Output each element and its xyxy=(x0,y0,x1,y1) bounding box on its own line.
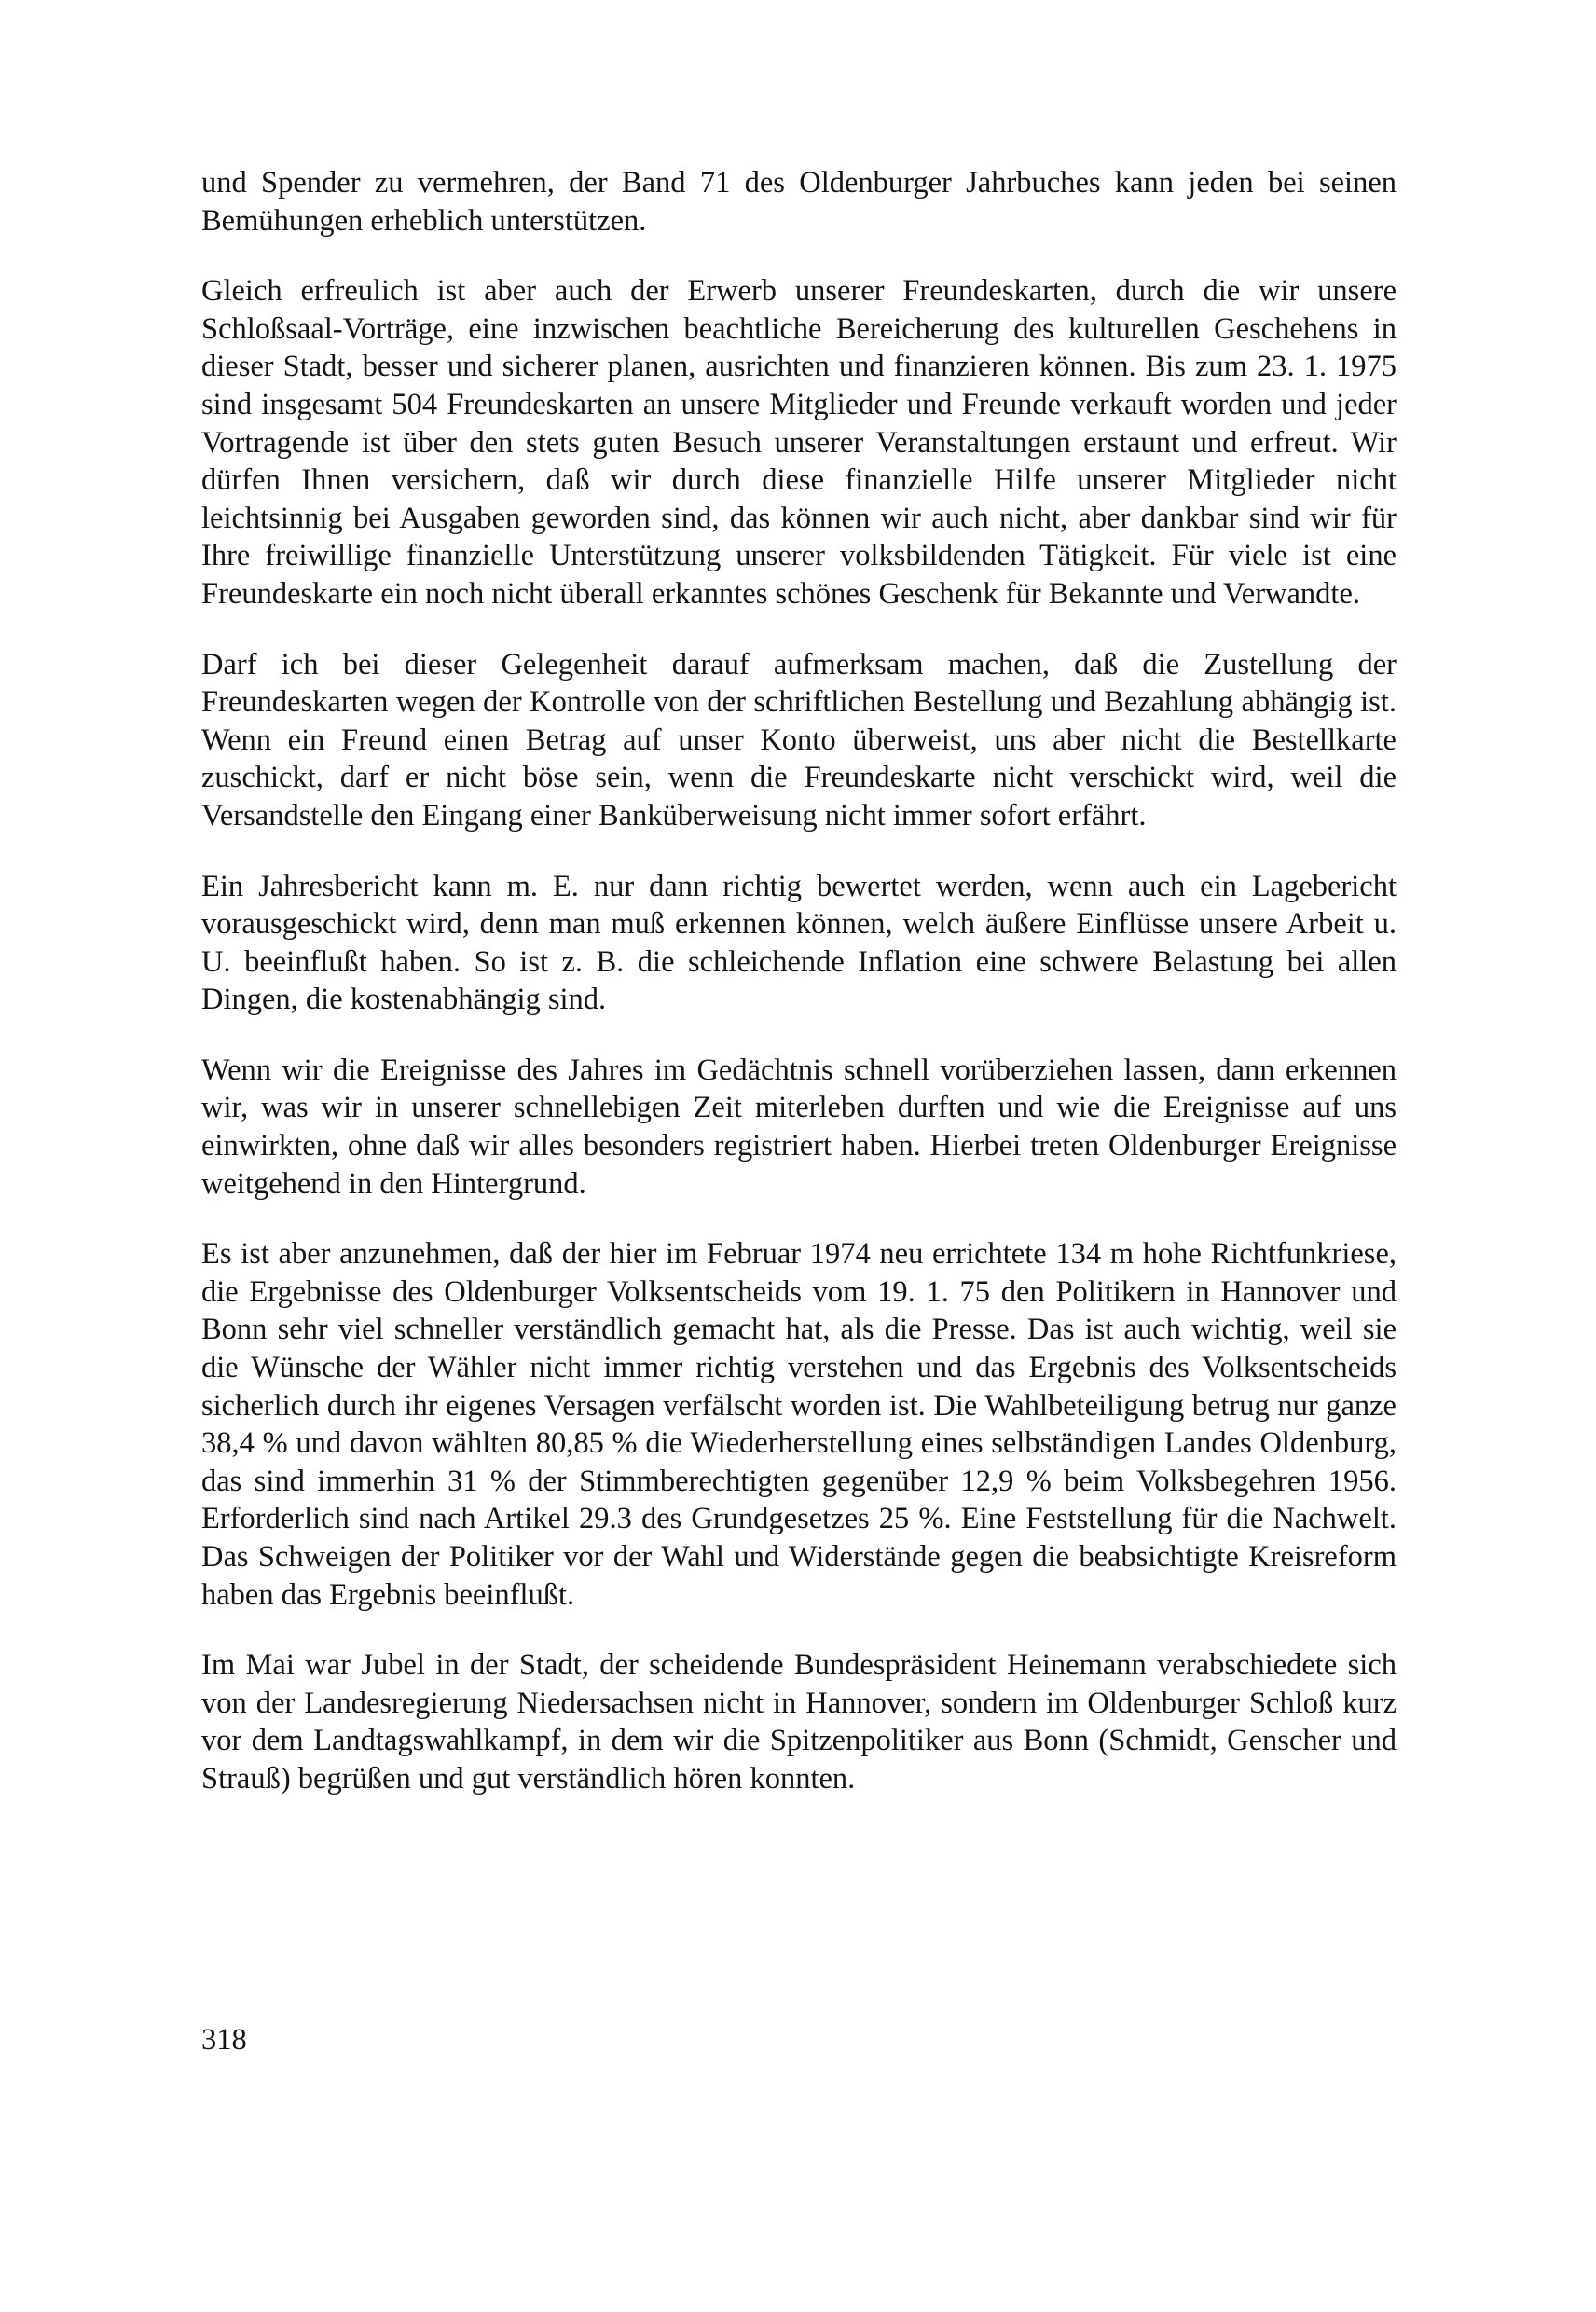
paragraph-6: Es ist aber anzunehmen, daß der hier im Februar 1974 neu errichtete 134 m hohe Richtfunkriese, die Ergebnisse des Oldenburger Volksentscheids vom 19. 1. 75 den Politikern in Hannover und Bonn sehr viel schneller verständlich gemacht hat, als die Presse. Das ist auch wichtig, weil sie die Wünsche der Wähler nicht immer richtig verstehen und das Ergebnis des Volksentscheids sicherlich durch ihr eigenes Versagen verfälscht worden ist. Die Wahlbeteiligung betrug nur ganze 38,4 % und davon wählten 80,85 % die Wiederherstellung eines selbständigen Landes Oldenburg, das sind immerhin 31 % der Stimmberechtigten gegenüber 12,9 % beim Volksbegehren 1956. Erforderlich sind nach Artikel 29.3 des Grundgesetzes 25 %. Eine Feststellung für die Nachwelt. Das Schweigen der Politiker vor der Wahl und Widerstände gegen die beabsichtigte Kreisreform haben das Ergebnis beeinflußt. xyxy=(201,1237,1396,1612)
body-text xyxy=(201,164,1396,1831)
paragraph-1: und Spender zu vermehren, der Band 71 des Oldenburger Jahrbuches kann jeden bei seinen Bemühungen erheblich unterstützen. xyxy=(201,166,1396,238)
paragraph-7: Im Mai war Jubel in der Stadt, der scheidende Bundespräsident Heinemann verabschiedete sich von der Landesregierung Niedersachsen nicht in Hannover, sondern im Oldenburger Schloß kurz vor dem Landtagswahlkampf, in dem wir die Spitzenpolitiker aus Bonn (Schmidt, Genscher und Strauß) begrüßen und gut verständlich hören konnten. xyxy=(201,1648,1396,1796)
paragraph-5: Wenn wir die Ereignisse des Jahres im Gedächtnis schnell vorüberziehen lassen, dann erkennen wir, was wir in unserer schnellebigen Zeit miterleben durften und wie die Ereignisse auf uns einwirkten, ohne daß wir alles besonders registriert haben. Hierbei treten Oldenburger Ereignisse weitgehend in den Hintergrund. xyxy=(201,1053,1396,1201)
paragraph-3: Darf ich bei dieser Gelegenheit darauf aufmerksam machen, daß die Zustellung der Freundeskarten wegen der Kontrolle von der schriftlichen Bestellung und Bezahlung abhängig ist. Wenn ein Freund einen Betrag auf unser Konto überweist, uns aber nicht die Bestellkarte zuschickt, darf er nicht böse sein, wenn die Freundeskarte nicht verschickt wird, weil die Versandstelle den Eingang einer Banküberweisung nicht immer sofort erfährt. xyxy=(201,647,1396,833)
paragraph-2: Gleich erfreulich ist aber auch der Erwerb unserer Freundeskarten, durch die wir unsere Schloßsaal-Vorträge, eine inzwischen beachtliche Bereicherung des kulturellen Geschehens in dieser Stadt, besser und sicherer planen, ausrichten und finanzieren können. Bis zum 23. 1. 1975 sind insgesamt 504 Freundeskarten an unsere Mitglieder und Freunde verkauft worden und jeder Vortragende ist über den stets guten Besuch unserer Veranstaltungen erstaunt und erfreut. Wir dürfen Ihnen versichern, daß wir durch diese finanzielle Hilfe unserer Mitglieder nicht leichtsinnig bei Ausgaben geworden sind, das können wir auch nicht, aber dankbar sind wir für Ihre freiwillige finanzielle Unterstützung unserer volksbildenden Tätigkeit. Für viele ist eine Freundeskarte ein noch nicht überall erkanntes schönes Geschenk für Bekannte und Verwandte. xyxy=(201,274,1396,611)
paragraph-4: Ein Jahresbericht kann m. E. nur dann richtig bewertet werden, wenn auch ein Lagebericht vorausgeschickt wird, denn man muß erkennen können, welch äußere Einflüsse unsere Arbeit u. U. beeinflußt haben. So ist z. B. die schleichende Inflation eine schwere Belastung bei allen Dingen, die kostenabhängig sind. xyxy=(201,869,1396,1017)
page-number: 318 xyxy=(201,2023,247,2057)
